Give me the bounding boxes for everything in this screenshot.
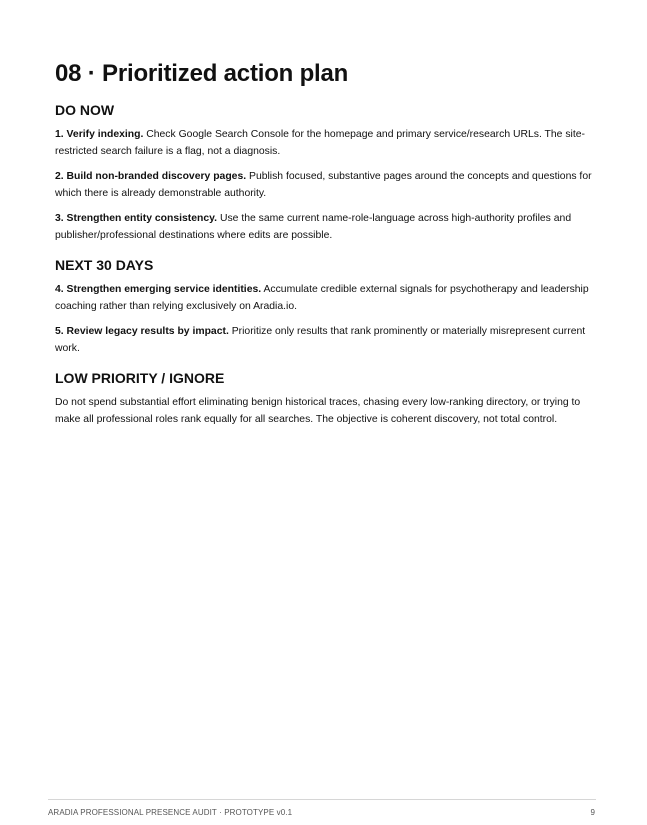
action-item-2 xyxy=(55,168,595,202)
action-item-3 xyxy=(55,210,595,244)
low-priority-block xyxy=(55,394,595,428)
action-item-2-text: Publish focused, substantive pages around the concepts and questions for which there is already demonstrable authority. xyxy=(55,171,592,199)
action-item-5-lead: 5. Review legacy results by impact. xyxy=(55,326,229,337)
do-now-list xyxy=(55,126,595,244)
action-item-5 xyxy=(55,323,595,357)
page-content xyxy=(55,58,595,428)
page-footer xyxy=(48,799,596,817)
low-priority-text: Do not spend substantial effort eliminating benign historical traces, chasing every low-ranking directory, or trying to make all professional roles rank equally for all searches. The objective is coherent discovery, not total control. xyxy=(55,397,581,425)
action-item-2-lead: 2. Build non-branded discovery pages. xyxy=(55,171,247,182)
action-item-3-lead: 3. Strengthen entity consistency. xyxy=(55,213,218,224)
page-number: 9 xyxy=(590,808,595,817)
section-heading-do-now: DO NOW xyxy=(55,102,115,118)
action-item-4-lead: 4. Strengthen emerging service identities. xyxy=(55,284,262,295)
footer-label: ARADIA PROFESSIONAL PRESENCE AUDIT · PROTOTYPE v0.1 xyxy=(48,808,293,817)
action-item-1-lead: 1. Verify indexing. xyxy=(55,129,144,140)
action-item-4 xyxy=(55,281,595,315)
next-30-days-list xyxy=(55,281,595,357)
section-heading-low-priority: LOW PRIORITY / IGNORE xyxy=(55,370,225,386)
action-item-4-text: Accumulate credible external signals for psychotherapy and leadership coaching rather than relying exclusively on Aradia.io. xyxy=(55,284,589,312)
action-item-5-text: Prioritize only results that rank prominently or materially misrepresent current work. xyxy=(55,326,586,354)
page-title: 08 · Prioritized action plan xyxy=(55,60,349,87)
action-item-3-text: Use the same current name-role-language across high-authority profiles and publisher/professional destinations where edits are possible. xyxy=(55,213,572,241)
action-item-1-text: Check Google Search Console for the homepage and primary service/research URLs. The site-restricted search failure is a flag, not a diagnosis. xyxy=(55,129,585,157)
action-item-1 xyxy=(55,126,595,160)
section-heading-next-30-days: NEXT 30 DAYS xyxy=(55,257,154,273)
